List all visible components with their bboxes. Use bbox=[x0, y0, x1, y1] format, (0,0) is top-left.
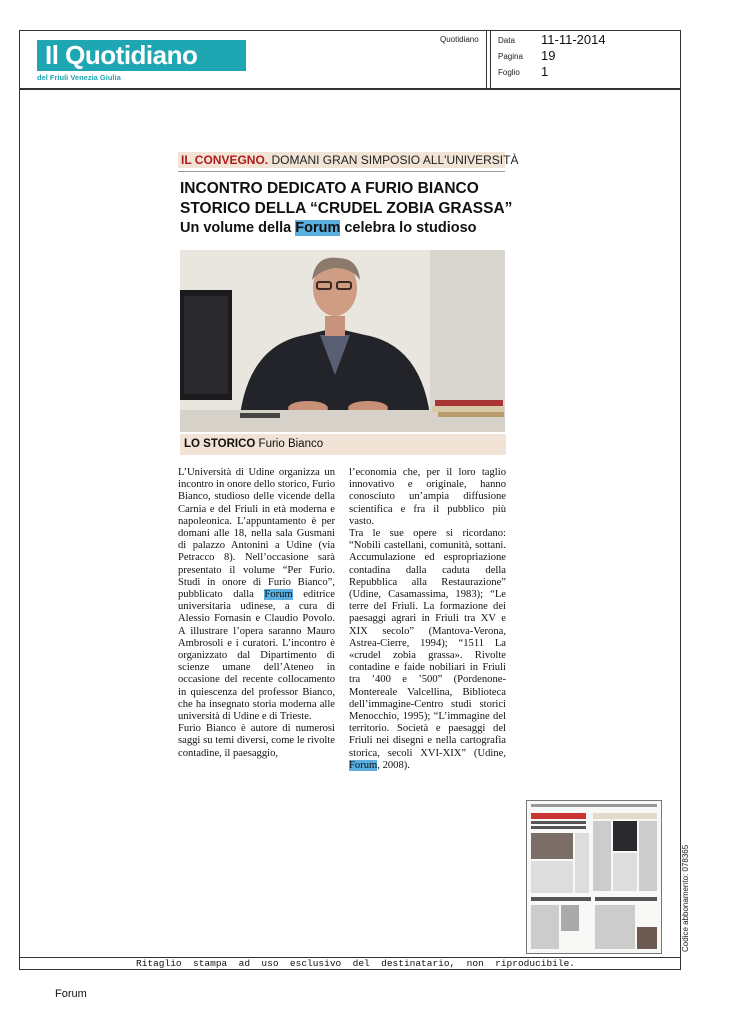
portrait-photo bbox=[180, 250, 505, 432]
headline-line-1: INCONTRO DEDICATO A FURIO BIANCO bbox=[180, 180, 479, 197]
article-column-2 bbox=[349, 467, 506, 772]
meta-divider-2 bbox=[490, 30, 491, 88]
footer-notice: Ritaglio stampa ad uso esclusivo del destinatario, non riproducibile. bbox=[136, 958, 575, 969]
subhead-post: celebra lo studioso bbox=[340, 220, 477, 236]
date-value: 11-11-2014 bbox=[541, 32, 606, 47]
subhead-pre: Un volume della bbox=[180, 220, 296, 236]
paragraph bbox=[349, 528, 506, 772]
logo-subtitle: del Friuli Venezia Giulia bbox=[37, 73, 121, 82]
text-run: editrice universitaria udinese, a cura di Alessio Fornasin e Claudio Povolo. A illustrare l’opera saranno Mauro Ambrosoli e i curatori. L’incontro è organizzato dal Dipartimento di scienze umane dell’Ateneo in occasione del recente collocamento in quiescenza del professor Bianco, che ha insegnato storia moderna alle università di Udine e di Trieste. bbox=[178, 589, 335, 723]
subheadline bbox=[180, 220, 477, 236]
headline bbox=[180, 179, 512, 219]
thumbnail-illustration bbox=[527, 801, 661, 953]
sheet-value: 1 bbox=[541, 64, 549, 79]
highlight-forum: Forum bbox=[349, 759, 378, 771]
date-label: Data bbox=[498, 36, 515, 45]
text-run: , 2008). bbox=[377, 759, 410, 771]
headline-line-2: STORICO DELLA “CRUDEL ZOBIA GRASSA” bbox=[180, 200, 513, 217]
portrait-illustration bbox=[180, 250, 505, 432]
kicker-bold: IL CONVEGNO. bbox=[181, 153, 269, 167]
paragraph: l’economia che, per il loro taglio innovativo e originale, hanno conosciuto un’ampia diffusione scientifica e fra il pubblico più vasto. bbox=[349, 467, 506, 527]
subscription-code: Codice abbonamento: 078365 bbox=[681, 844, 690, 952]
subhead-highlight: Forum bbox=[295, 220, 341, 236]
logo-main: Il Quotidiano bbox=[45, 40, 198, 70]
caption-bold: LO STORICO bbox=[184, 438, 256, 450]
text-run: L’Università di Udine organizza un incontro in onore dello storico, Furio Bianco, studioso delle vicende della Carnia e del Friuli in età moderna e napoleonica. L’appuntamento è per domani alle 18, nella sala Gusmani di palazzo Antonini a Udine (via Petracco 8). Nell’occasione sarà presentato il volume “Per Furio. Studi in onore di Furio Bianco”, pubblicato dalla bbox=[178, 467, 335, 601]
page-thumbnail bbox=[526, 800, 662, 954]
publication-type: Quotidiano bbox=[440, 35, 479, 44]
kicker bbox=[181, 153, 518, 167]
page-value: 19 bbox=[541, 48, 556, 63]
caption-rest: Furio Bianco bbox=[255, 438, 324, 450]
paragraph: Furio Bianco è autore di numerosi saggi su temi diversi, come le rivolte contadine, il paesaggio, bbox=[178, 723, 335, 759]
page-label: Pagina bbox=[498, 52, 523, 61]
photo-caption bbox=[184, 438, 323, 450]
text-run: Tra le sue opere si ricordano: “Nobili castellani, comunità, sottani. Accumulazione ed espropriazione contadina dalla caduta della Repubblica alla Restaurazione” (Udine, Casamassima, 1983); “Le terre del Friuli. La formazione dei paesaggi agrari in Friuli tra XV e XIX secolo” (Mantova-Verona, Astrea-Cierre, 1994); “1511 La «crudel zobia grassa». Rivolte contadine e faide nobiliari in Friuli tra ’400 e ’500” (Pordenone-Montereale Valcellina, Biblioteca dell’immagine-Centro studi storici Menocchio, 1995); “L’immagine del territorio. Società e paesaggi del Friuli nei disegni e nella cartografia storica, secoli XVI-XIX” (Udine, bbox=[349, 528, 506, 759]
meta-divider bbox=[486, 30, 487, 88]
paragraph bbox=[178, 467, 335, 723]
sheet-label: Foglio bbox=[498, 68, 520, 77]
kicker-rest: DOMANI GRAN SIMPOSIO ALL'UNIVERSITÀ bbox=[268, 153, 519, 167]
header-divider bbox=[19, 88, 681, 90]
kicker-rule bbox=[178, 171, 505, 172]
article-column-1 bbox=[178, 467, 335, 760]
client-label: Forum bbox=[55, 988, 87, 1000]
highlight-forum: Forum bbox=[264, 589, 293, 601]
